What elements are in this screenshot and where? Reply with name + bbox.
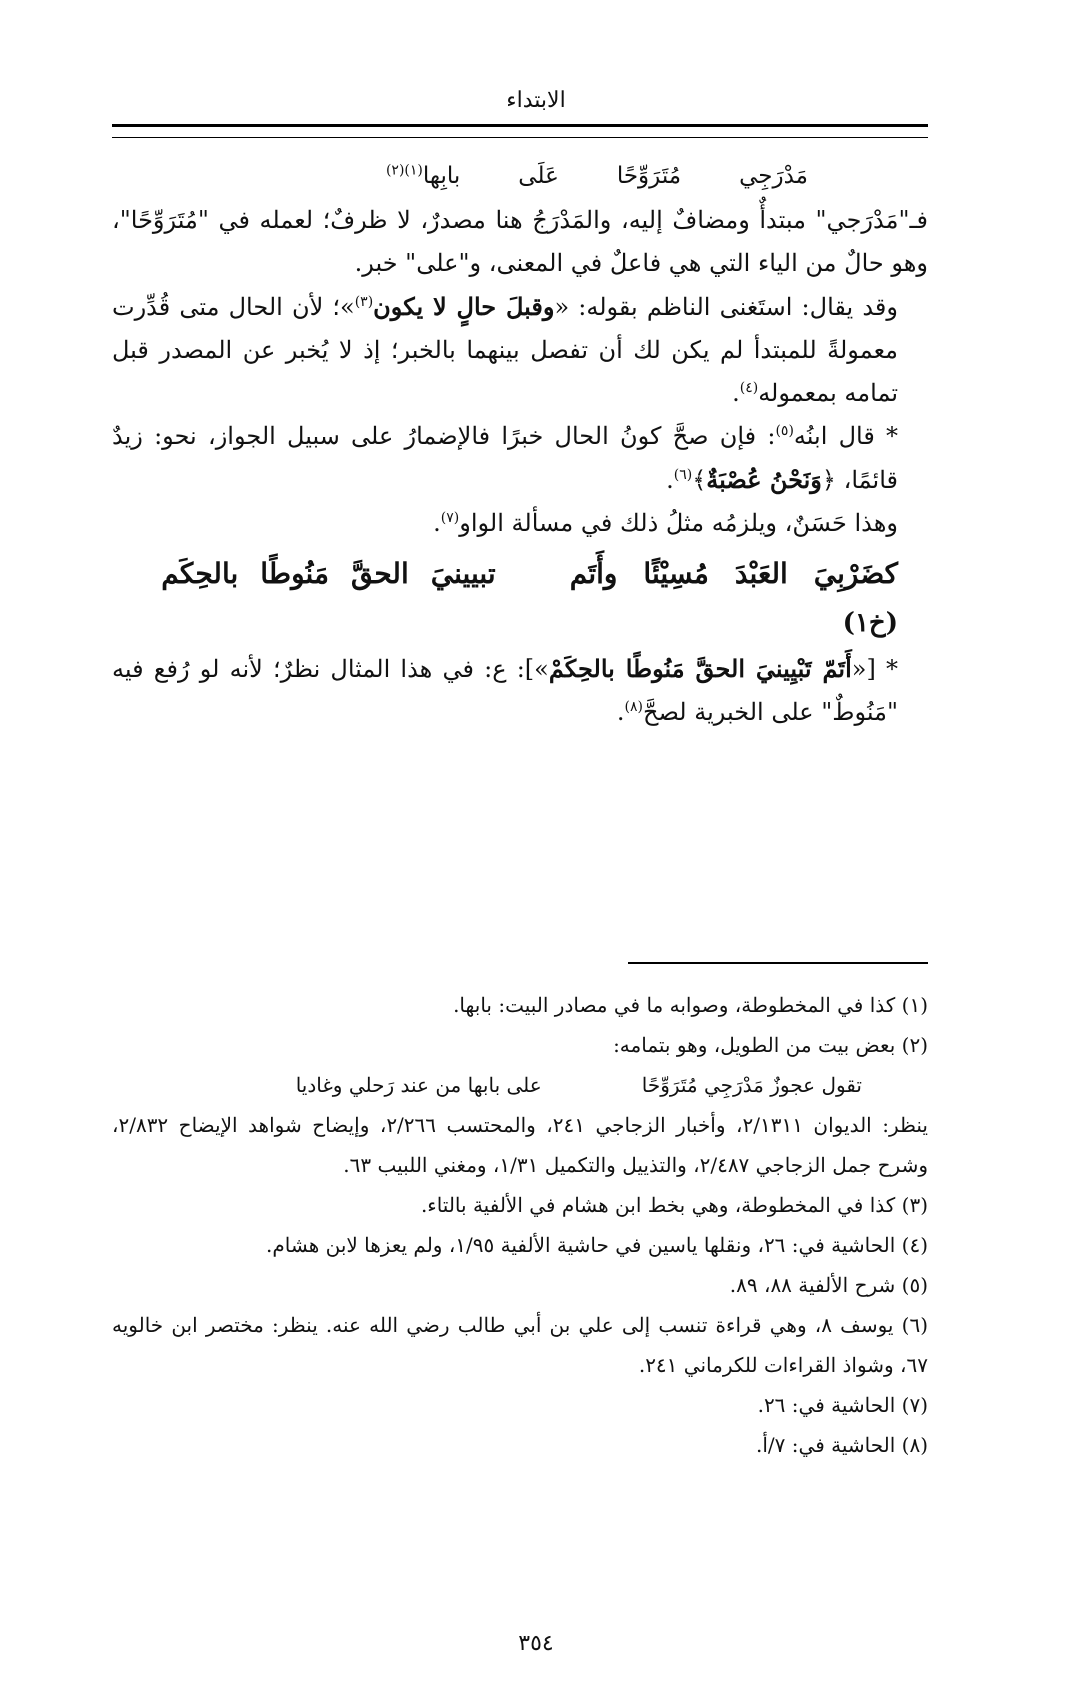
paragraph-5: * [«أَتَمّ تَبْيِينيَ الحقَّ مَنُوطًا بالحِكَمْ»]: ع: في هذا المثال نظرٌ؛ لأنه لو رُفع فيه "مَنُوطٌ" على الخبرية لصحَّ$^{(٨)}$. bbox=[112, 654, 898, 726]
footnote-2-references: ينظر: الديوان ٢/١٣١١، وأخبار الزجاجي ٢٤١، والمحتسب ٢/٢٦٦، وإيضاح شواهد الإيضاح ٢/٨٣٢، وشرح جمل الزجاجي ٢/٤٨٧، والتذييل والتكميل ١/٣١، ومغني اللبيب ٦٣. bbox=[112, 1113, 928, 1177]
footnote-verse bbox=[112, 1065, 928, 1105]
quoted-verse-bold: أَتَمّ تَبْيِينيَ الحقَّ مَنُوطًا بالحِكَمْ bbox=[548, 654, 852, 683]
main-text bbox=[112, 155, 928, 734]
verse-first-hemistich bbox=[570, 549, 898, 599]
verse-word: مَدْرَجِي bbox=[739, 163, 808, 189]
verse-word: تبيينيَ bbox=[430, 557, 496, 590]
footnote-ref: (١)(٢) bbox=[385, 162, 423, 179]
verse-word: العَبْدَ bbox=[734, 557, 788, 590]
alfiyya-verse bbox=[112, 549, 928, 599]
paragraph-3: * قال ابنُه$^{(٥)}$: فإن صحَّ كونُ الحال خبرًا فالإضمارُ على سبيل الجواز، نحو: زيدٌ قائمًا، ﴿وَنَحْنُ عُصْبَةٌ﴾$^{(٦)}$. bbox=[112, 422, 899, 494]
verse-word: مَنُوطًا bbox=[260, 557, 329, 590]
footnote-verse-first-half: تقول عجوزٌ مَدْرَجِي مُتَرَوِّحًا bbox=[641, 1073, 862, 1097]
verse-word: عَلَى bbox=[518, 163, 559, 189]
footnote-verse-second-half: على بابها من عند رَحلي وغاديا bbox=[295, 1073, 542, 1097]
quran-quote: وَنَحْنُ عُصْبَةٌ bbox=[706, 465, 822, 494]
footnote-ref: (٤) bbox=[739, 380, 759, 396]
footnote-ref: (٦) bbox=[673, 467, 693, 483]
verse-word-with-refs: بابِها$^{(١)(٢)}$ bbox=[385, 162, 461, 189]
footnote-3: (٣) كذا في المخطوطة، وهي بخط ابن هشام في الألفية بالتاء. bbox=[420, 1193, 928, 1217]
verse-word: وأَتَم bbox=[569, 557, 618, 590]
footnote-ref: (٥) bbox=[775, 423, 794, 439]
footnote-2: (٢) بعض بيت من الطويل، وهو بتمامه: bbox=[613, 1033, 928, 1057]
header-rule-thick bbox=[112, 124, 928, 127]
footnote-5: (٥) شرح الألفية ٨٨، ٨٩. bbox=[729, 1273, 928, 1297]
page-number: ٣٥٤ bbox=[518, 1631, 554, 1656]
footnote-4: (٤) الحاشية في: ٢٦، ونقلها ياسين في حاشية الألفية ١/٩٥، ولم يعزها لابن هشام. bbox=[266, 1233, 928, 1257]
running-header: الابتداء bbox=[506, 88, 566, 113]
verse-second-hemistich bbox=[161, 549, 495, 599]
footnote-7: (٧) الحاشية في: ٢٦. bbox=[757, 1393, 928, 1417]
verse-word: كضَرْبِيَ bbox=[813, 557, 898, 590]
footnote-8: (٨) الحاشية في: ٧/أ. bbox=[756, 1433, 928, 1457]
footnotes bbox=[112, 985, 928, 1465]
verse-word: بالحِكَم bbox=[161, 557, 239, 590]
footnote-ref: (٨) bbox=[624, 699, 643, 715]
paragraph-4: وهذا حَسَنٌ، ويلزمُه مثلُ ذلك في مسألة الواو$^{(٧)}$. bbox=[433, 509, 898, 537]
paragraph-2: وقد يقال: استَغنى الناظم بقوله: «وقبلَ حالٍ لا يكون$^{(٣)}$»؛ لأن الحال متى قُدِّرت معمولةً للمبتدأ لم يكن لك أن تفصل بينهما بالخبر؛ إذ لا يُخبر عن المصدر قبل تمامه بمعموله$^{(٤)}$. bbox=[112, 292, 898, 407]
verse-word: مُتَرَوِّحًا bbox=[616, 163, 682, 189]
manuscript-tag: (خ١) bbox=[842, 608, 898, 638]
footnote-ref: (٣) bbox=[354, 294, 374, 310]
footnote-6: (٦) يوسف ٨، وهي قراءة تنسب إلى علي بن أبي طالب رضي الله عنه. ينظر: مختصر ابن خالويه ٦٧، وشواذ القراءات للكرماني ٢٤١. bbox=[112, 1313, 928, 1377]
paragraph-1: فـ"مَدْرَجي" مبتدأٌ ومضافٌ إليه، والمَدْرَجُ هنا مصدرٌ، لا ظرفٌ؛ لعمله في "مُتَرَوِّحًا"، وهو حالٌ من الياء التي هي فاعلٌ في المعنى، و"على" خبر. bbox=[112, 206, 928, 277]
footnote-ref: (٧) bbox=[440, 510, 460, 526]
quoted-verse-bold: وقبلَ حالٍ لا يكون bbox=[373, 292, 555, 321]
footnote-1: (١) كذا في المخطوطة، وصوابه ما في مصادر البيت: بابها. bbox=[453, 993, 928, 1017]
footnote-separator bbox=[628, 962, 928, 964]
header-rule-thin bbox=[112, 137, 928, 138]
verse-word: مُسِيْئًا bbox=[643, 557, 709, 590]
verse-word: الحقَّ bbox=[351, 557, 409, 590]
verse-fragment bbox=[112, 155, 928, 199]
